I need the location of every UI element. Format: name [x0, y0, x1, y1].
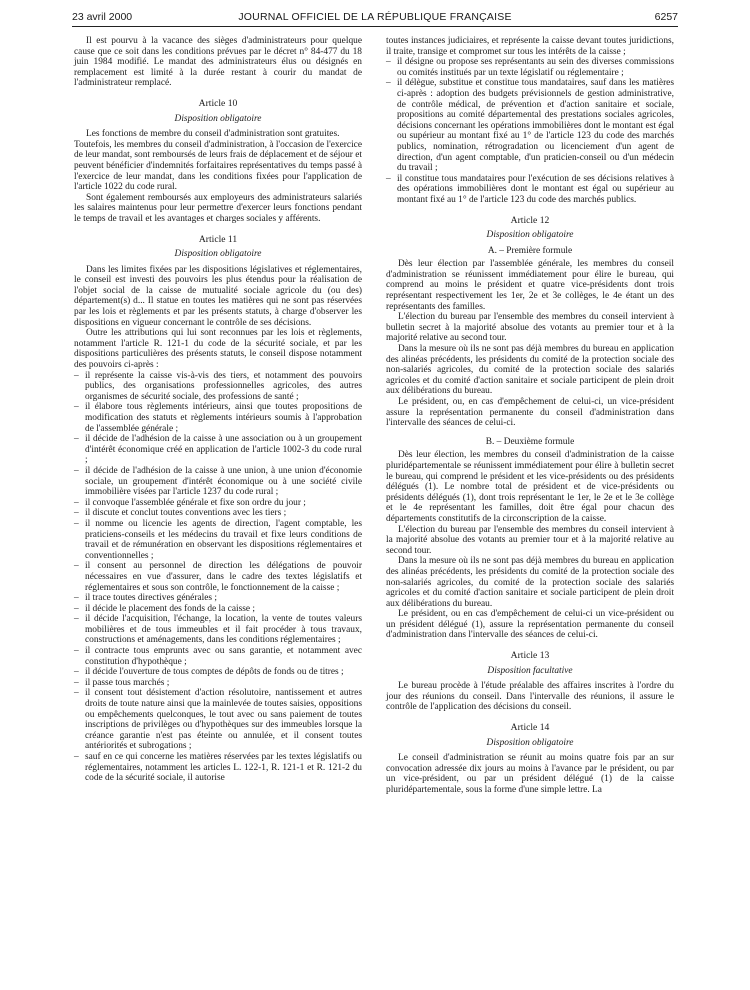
list-item: – il discute et conclut toutes conventions avec les tiers ;: [74, 508, 362, 519]
paragraph: Dans les limites fixées par les dispositions législatives et réglementaires, le conseil est investi des pouvoirs les plus étendus pour la réalisation de l'objet social de la caisse de mutualité sociale agricole du (ou des) département(s) d... Il statue en toutes les matières qui ne sont pas réservées par les lois et règlements et par les présents statuts, à charge d'observer les dispositions en vigueur concernant le contrôle de ses décisions.: [74, 264, 362, 328]
article-10-disposition: Disposition obligatoire: [174, 113, 262, 124]
paragraph: L'élection du bureau par l'ensemble des membres du conseil intervient à la majorité absolue des votants au premier tour et à la majorité relative au second tour.: [386, 524, 674, 556]
list-item: – il représente la caisse vis-à-vis des tiers, et notamment des pouvoirs publics, des organisations professionnelles agricoles, des autres organismes de sécurité sociale, des professions de santé ;: [74, 371, 362, 403]
paragraph: Les fonctions de membre du conseil d'administration sont gratuites.: [86, 129, 340, 140]
formula-a-heading: A. – Première formule: [487, 245, 573, 256]
article-12-heading: Article 12: [510, 214, 550, 226]
list-item: – il désigne ou propose ses représentants au sein des diverses commissions ou comités institués par un texte législatif ou réglementaire ;: [386, 57, 674, 78]
paragraph: Dans la mesure où ils ne sont pas déjà membres du bureau en application des alinéas précédents, les présidents du comité de la protection sociale des non-salariés agricoles, du comité de la protection sociale des salariés agricoles et du comité d'action sanitaire et sociale participent de plein droit aux délibérations du bureau.: [386, 344, 674, 397]
list-item: – il décide de l'adhésion de la caisse à une association ou à un groupement d'intérêt économique créé en application de l'article 1002-3 du code rural ;: [74, 434, 362, 466]
header-title: JOURNAL OFFICIEL DE LA RÉPUBLIQUE FRANÇAISE: [238, 11, 512, 23]
list-item: – il délègue, substitue et constitue tous mandataires, sauf dans les matières ci-après : adoption des budgets prévisionnels de gestion administrative, de contrôle médical, de prévention et d'action sanitaire et sociale, propositions au comité départemental des prestations sociales agricoles, décisions concernant les opérations immobilières dont le montant est égal ou supérieur au montant fixé au 1° de l'article 123 du code des marchés publics, nomination, rétrogradation ou licenciement d'un agent de direction, d'un agent comptable, d'un praticien-conseil ou d'un médecin du travail ;: [386, 78, 674, 173]
list-item: – il contracte tous emprunts avec ou sans garantie, et notamment avec constitution d'hypothèque ;: [74, 646, 362, 667]
paragraph-continuation: toutes instances judiciaires, et représente la caisse devant toutes juridictions, il traite, transige et compromet sur tous les intérêts de la caisse ;: [386, 36, 674, 57]
paragraph: Toutefois, les membres du conseil d'administration, à l'occasion de l'exercice de leur mandat, sont remboursés de leurs frais de déplacement et de séjour et peuvent bénéficier d'indemnités forfaitaires représentatives du temps passé à l'exercice de leur mandat, dans les conditions fixées pour l'application de l'article 1022 du code rural.: [74, 139, 362, 193]
article-11-disposition: Disposition obligatoire: [174, 249, 262, 260]
list-item: – il consent au personnel de direction les délégations de pouvoir nécessaires en vue d'assurer, dans le cadre des textes législatifs et réglementaires et sous son contrôle, le fonctionnement de la caisse ;: [74, 561, 362, 593]
article-10-heading: Article 10: [198, 97, 238, 109]
paragraph: Dans la mesure où ils ne sont pas déjà membres du bureau en application des alinéas précédents, les présidents du comité de la protection sociale des non-salariés agricoles, du comité de la protection sociale des salariés agricoles et du comité d'action sanitaire et sociale participent de plein droit aux délibérations du bureau.: [386, 556, 674, 609]
list-item: – il trace toutes directives générales ;: [74, 593, 362, 604]
list-item: – il passe tous marchés ;: [74, 678, 362, 689]
paragraph: Le bureau procède à l'étude préalable des affaires inscrites à l'ordre du jour des réunions du conseil. Dans l'intervalle des réunions, il assure le contrôle de l'application des décisions du conseil.: [386, 681, 674, 713]
paragraph: Sont également remboursés aux employeurs des administrateurs salariés les salaires maintenus pour leur permettre d'exercer leurs fonctions pendant le temps de travail et les avantages et charges sociales y afférents.: [74, 192, 362, 224]
article-13-heading: Article 13: [510, 650, 550, 662]
article-13-disposition: Disposition facultative: [487, 665, 573, 676]
paragraph: Dès leur élection par l'assemblée générale, les membres du conseil d'administration se réunissent immédiatement pour élire le bureau, qui comprend au moins le président et quatre vice-présidents dont trois représentant respectivement les 1er, 2e et 3e collèges, le 4e étant un des représentants des familles.: [386, 259, 674, 312]
paragraph: Dès leur élection, les membres du conseil d'administration de la caisse pluridépartementale se réunissent immédiatement pour élire à bulletin secret le bureau, qui comprend le président et les vice-présidents ou des présidents délégués (1). Le nombre total de président et de vice-présidents ou présidents délégués (1), dont trois représentant le 1er, le 2e et le 3e collège et le 4e représentant les familles, doit être égal pour chacun des départements constitutifs de la circonscription de la caisse.: [386, 450, 674, 524]
header-date: 23 avril 2000: [72, 11, 133, 23]
list-item: – il décide l'ouverture de tous comptes de dépôts de fonds ou de titres ;: [74, 667, 362, 678]
list-item: – il décide l'acquisition, l'échange, la location, la vente de toutes valeurs mobilières et de tous immeubles et il fait procéder à tous travaux, constructions et aménagements, dans les conditions réglementaires ;: [74, 614, 362, 646]
powers-list-continued: [386, 57, 674, 205]
list-item: – il décide de l'adhésion de la caisse à une union, à une union d'économie sociale, un groupement d'intérêt économique ou à une société civile immobilière visées par l'article 1237 du code rural ;: [74, 466, 362, 498]
paragraph: L'élection du bureau par l'ensemble des membres du conseil intervient à bulletin secret à la majorité absolue des votants au premier tour et à la majorité relative au second tour.: [386, 312, 674, 344]
paragraph: Le président, ou en cas d'empêchement de celui-ci un vice-président ou un président délégué (1), assure la représentation permanente du conseil d'administration dans l'intervalle des séances de celui-ci.: [386, 609, 674, 641]
list-item: – sauf en ce qui concerne les matières réservées par les textes législatifs ou réglementaires, notamment les articles L. 122-1, R. 121-1 et R. 121-2 du code de la sécurité sociale, il autorise: [74, 752, 362, 784]
list-item: – il nomme ou licencie les agents de direction, l'agent comptable, les praticiens-conseils et les médecins du travail et fixe leurs conditions de travail et de rémunération en observant les dispositions réglementaires et conventionnelles ;: [74, 519, 362, 561]
paragraph: Il est pourvu à la vacance des sièges d'administrateurs pour quelque cause que ce soit dans les conditions prévues par le décret n° 84-477 du 18 juin 1984 modifié. Le mandat des administrateurs élus ou désignés en remplacement est limité à la durée restant à courir du mandat de l'administrateur remplacé.: [74, 36, 362, 89]
powers-list: [74, 371, 362, 784]
list-item: – il consent tout désistement d'action résolutoire, nantissement et autres droits de toute nature ainsi que la mainlevée de toutes saisies, oppositions ou empêchements quelconques, le tout avec ou sans paiement de toutes inscriptions de privilèges ou d'hypothèques sur des immeubles lorsque la créance garantie n'est pas éteinte ou annulée, et il consent toutes antériorités et subrogations ;: [74, 688, 362, 752]
article-11-heading: Article 11: [198, 233, 238, 245]
list-item: – il convoque l'assemblée générale et fixe son ordre du jour ;: [74, 498, 362, 509]
paragraph: Le président, ou, en cas d'empêchement de celui-ci, un vice-président assure la représentation permanente du conseil d'administration dans l'intervalle des séances de celui-ci.: [386, 397, 674, 429]
list-item: – il décide le placement des fonds de la caisse ;: [74, 604, 362, 615]
article-12-disposition: Disposition obligatoire: [486, 230, 574, 241]
list-item: – il élabore tous règlements intérieurs, ainsi que toutes propositions de modification des statuts et règlements intérieurs soumis à l'approbation de l'assemblée générale ;: [74, 402, 362, 434]
article-14-heading: Article 14: [510, 722, 550, 734]
page-header: [72, 10, 678, 27]
right-column: [386, 36, 674, 796]
formula-b-heading: B. – Deuxième formule: [485, 436, 575, 447]
list-item: – il constitue tous mandataires pour l'exécution de ses décisions relatives à des opérations immobilières dont le montant est égal ou supérieur au montant fixé au 1° de l'article 123 du code des marchés publics.: [386, 174, 674, 206]
paragraph: Le conseil d'administration se réunit au moins quatre fois par an sur convocation adressée dix jours au moins à l'avance par le président, ou par un vice-président, ou par un président délégué (1) de la caisse pluridépartementale, sous la forme d'une simple lettre. La: [386, 753, 674, 795]
left-column: [74, 36, 362, 784]
paragraph: Outre les attributions qui lui sont reconnues par les lois et règlements, notamment l'article R. 121-1 du code de la sécurité sociale, et par les dispositions particulières des présents statuts, le conseil dispose notamment des pouvoirs ci-après :: [74, 328, 362, 371]
article-14-disposition: Disposition obligatoire: [486, 737, 574, 748]
header-page-number: 6257: [654, 11, 678, 23]
